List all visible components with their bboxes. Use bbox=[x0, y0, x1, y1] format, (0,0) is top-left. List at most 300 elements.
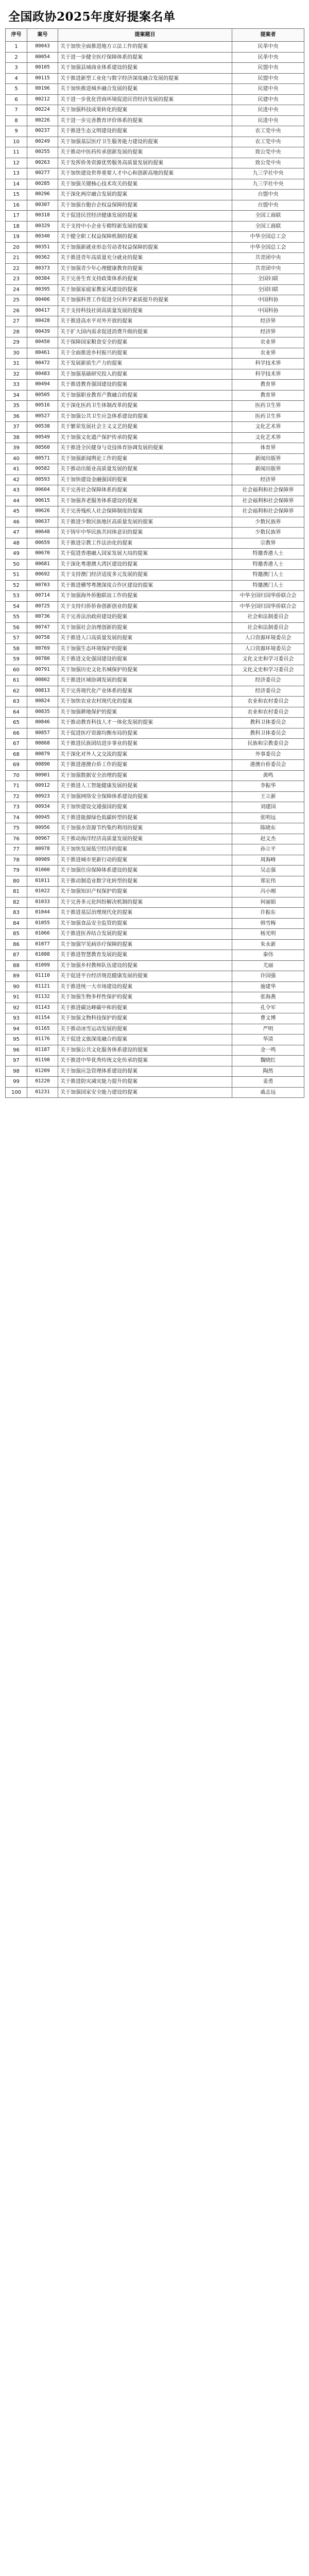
cell-title: 关于加强公共卫生应急体系建设的提案 bbox=[58, 411, 232, 422]
cell-no: 1 bbox=[6, 42, 27, 53]
cell-proposer: 许振东 bbox=[232, 908, 304, 919]
table-row bbox=[6, 422, 304, 433]
cell-proposer: 张明远 bbox=[232, 812, 304, 823]
cell-no: 79 bbox=[6, 866, 27, 876]
cell-case: 00725 bbox=[27, 601, 58, 612]
cell-case: 00115 bbox=[27, 73, 58, 84]
cell-title: 关于完善多元化纠纷解决机制的提案 bbox=[58, 897, 232, 908]
cell-case: 00945 bbox=[27, 812, 58, 823]
cell-case: 00879 bbox=[27, 749, 58, 760]
cell-case: 00538 bbox=[27, 422, 58, 433]
cell-no: 3 bbox=[6, 63, 27, 74]
cell-title: 关于推进城市更新行动的提案 bbox=[58, 855, 232, 866]
cell-no: 74 bbox=[6, 812, 27, 823]
cell-proposer: 特邀澳门人士 bbox=[232, 570, 304, 581]
cell-proposer: 人口资源环境委员会 bbox=[232, 643, 304, 654]
table-row bbox=[6, 718, 304, 728]
table-row bbox=[6, 105, 304, 116]
table-row bbox=[6, 1035, 304, 1045]
table-row bbox=[6, 791, 304, 802]
cell-title: 关于进一步完善教育评价体系的提案 bbox=[58, 115, 232, 126]
cell-case: 00296 bbox=[27, 190, 58, 200]
cell-no: 8 bbox=[6, 115, 27, 126]
cell-title: 关于推进文化强国建设的提案 bbox=[58, 654, 232, 665]
cell-case: 00212 bbox=[27, 94, 58, 105]
cell-proposer: 华清 bbox=[232, 1035, 304, 1045]
cell-case: 01154 bbox=[27, 1013, 58, 1024]
cell-case: 00934 bbox=[27, 802, 58, 813]
cell-no: 100 bbox=[6, 1087, 27, 1098]
cell-no: 82 bbox=[6, 897, 27, 908]
cell-case: 00956 bbox=[27, 823, 58, 834]
cell-title: 关于加强基础研究投入的提案 bbox=[58, 369, 232, 380]
table-row bbox=[6, 749, 304, 760]
cell-proposer: 经济界 bbox=[232, 316, 304, 327]
cell-proposer: 文化文史和学习委员会 bbox=[232, 665, 304, 675]
cell-title: 关于促进文旅深度融合的提案 bbox=[58, 1035, 232, 1045]
cell-title: 关于推进统一大市场建设的提案 bbox=[58, 981, 232, 992]
cell-title: 关于加强食品安全监管的提案 bbox=[58, 918, 232, 929]
table-row bbox=[6, 242, 304, 253]
cell-proposer: 特邀澳门人士 bbox=[232, 580, 304, 591]
cell-case: 01176 bbox=[27, 1035, 58, 1045]
cell-no: 72 bbox=[6, 791, 27, 802]
table-row bbox=[6, 179, 304, 190]
table-row bbox=[6, 453, 304, 464]
cell-no: 62 bbox=[6, 686, 27, 697]
cell-title: 关于繁荣发展社会主义文艺的提案 bbox=[58, 422, 232, 433]
cell-proposer: 全国工商联 bbox=[232, 221, 304, 232]
cell-case: 01220 bbox=[27, 1077, 58, 1088]
cell-title: 关于加强网络安全保障体系建设的提案 bbox=[58, 791, 232, 802]
cell-no: 23 bbox=[6, 274, 27, 285]
cell-case: 00780 bbox=[27, 654, 58, 665]
cell-title: 关于加强县域商业体系建设的提案 bbox=[58, 63, 232, 74]
cell-no: 77 bbox=[6, 844, 27, 855]
cell-case: 01198 bbox=[27, 1056, 58, 1066]
cell-no: 90 bbox=[6, 981, 27, 992]
cell-proposer: 社会福利和社会保障界 bbox=[232, 485, 304, 496]
cell-no: 85 bbox=[6, 929, 27, 940]
cell-case: 00516 bbox=[27, 401, 58, 412]
cell-proposer: 医药卫生界 bbox=[232, 411, 304, 422]
cell-case: 00692 bbox=[27, 570, 58, 581]
cell-title: 关于推进人工智能健康发展的提案 bbox=[58, 781, 232, 792]
cell-proposer: 民建中央 bbox=[232, 84, 304, 95]
cell-proposer: 农业界 bbox=[232, 337, 304, 348]
cell-title: 关于完善社会保障体系的提案 bbox=[58, 485, 232, 496]
cell-no: 19 bbox=[6, 232, 27, 243]
cell-proposer: 经济委员会 bbox=[232, 686, 304, 697]
cell-no: 73 bbox=[6, 802, 27, 813]
cell-proposer: 文化艺术界 bbox=[232, 432, 304, 443]
cell-no: 96 bbox=[6, 1045, 27, 1056]
cell-proposer: 特邀香港人士 bbox=[232, 549, 304, 560]
cell-title: 关于推进横琴粤澳深度合作区建设的提案 bbox=[58, 580, 232, 591]
cell-no: 75 bbox=[6, 823, 27, 834]
cell-title: 关于加强基层医疗卫生服务能力建设的提案 bbox=[58, 137, 232, 147]
cell-no: 56 bbox=[6, 622, 27, 633]
cell-no: 80 bbox=[6, 876, 27, 887]
cell-case: 01187 bbox=[27, 1045, 58, 1056]
cell-case: 00582 bbox=[27, 464, 58, 475]
cell-no: 57 bbox=[6, 633, 27, 644]
cell-proposer: 民革中央 bbox=[232, 42, 304, 53]
cell-case: 00868 bbox=[27, 739, 58, 750]
cell-proposer: 冯小刚 bbox=[232, 887, 304, 897]
cell-proposer: 全国妇联 bbox=[232, 284, 304, 295]
cell-no: 22 bbox=[6, 263, 27, 274]
cell-title: 关于推进新型工业化与数字经济深度融合发展的提案 bbox=[58, 73, 232, 84]
cell-title: 关于加强科技成果转化的提案 bbox=[58, 105, 232, 116]
table-row bbox=[6, 474, 304, 485]
table-row bbox=[6, 432, 304, 443]
cell-no: 95 bbox=[6, 1035, 27, 1045]
cell-case: 00307 bbox=[27, 200, 58, 211]
cell-no: 93 bbox=[6, 1013, 27, 1024]
cell-case: 00483 bbox=[27, 369, 58, 380]
cell-title: 关于推动冰雪运动发展的提案 bbox=[58, 1024, 232, 1035]
cell-proposer: 中国科协 bbox=[232, 295, 304, 306]
cell-proposer: 吴志强 bbox=[232, 866, 304, 876]
table-row bbox=[6, 633, 304, 644]
cell-proposer: 共青团中央 bbox=[232, 253, 304, 264]
cell-no: 98 bbox=[6, 1066, 27, 1077]
cell-case: 00747 bbox=[27, 622, 58, 633]
cell-case: 00329 bbox=[27, 221, 58, 232]
cell-proposer: 郑宏伟 bbox=[232, 876, 304, 887]
table-row bbox=[6, 517, 304, 528]
cell-no: 4 bbox=[6, 73, 27, 84]
cell-title: 关于铸牢中华民族共同体意识的提案 bbox=[58, 528, 232, 538]
cell-no: 65 bbox=[6, 718, 27, 728]
cell-no: 58 bbox=[6, 643, 27, 654]
cell-case: 00615 bbox=[27, 496, 58, 506]
cell-title: 关于加强历史文化名城保护的提案 bbox=[58, 665, 232, 675]
cell-title: 关于加强公共文化服务体系建设的提案 bbox=[58, 1045, 232, 1056]
table-row bbox=[6, 855, 304, 866]
table-row bbox=[6, 992, 304, 1003]
cell-proposer: 民进中央 bbox=[232, 105, 304, 116]
table-row bbox=[6, 559, 304, 570]
cell-title: 关于加强耕地保护的提案 bbox=[58, 707, 232, 718]
table-row bbox=[6, 802, 304, 813]
cell-title: 关于推进区域协调发展的提案 bbox=[58, 675, 232, 686]
cell-no: 55 bbox=[6, 612, 27, 623]
cell-title: 关于加强文化遗产保护传承的提案 bbox=[58, 432, 232, 443]
cell-case: 01088 bbox=[27, 950, 58, 961]
cell-case: 01143 bbox=[27, 1003, 58, 1013]
cell-proposer: 教育界 bbox=[232, 380, 304, 391]
cell-title: 关于加强水资源节约集约利用的提案 bbox=[58, 823, 232, 834]
cell-case: 00505 bbox=[27, 390, 58, 401]
cell-proposer: 魏晓红 bbox=[232, 1056, 304, 1066]
cell-title: 关于加强新闻舆论工作的提案 bbox=[58, 453, 232, 464]
cell-title: 关于深化粤港澳大湾区建设的提案 bbox=[58, 559, 232, 570]
cell-proposer: 少数民族界 bbox=[232, 517, 304, 528]
cell-case: 01033 bbox=[27, 897, 58, 908]
cell-proposer: 少数民族界 bbox=[232, 528, 304, 538]
cell-proposer: 教科卫体委员会 bbox=[232, 718, 304, 728]
cell-no: 46 bbox=[6, 517, 27, 528]
table-row bbox=[6, 295, 304, 306]
cell-no: 32 bbox=[6, 369, 27, 380]
cell-title: 关于推动教育科技人才一体化发展的提案 bbox=[58, 718, 232, 728]
table-row bbox=[6, 380, 304, 391]
cell-no: 53 bbox=[6, 591, 27, 602]
table-row bbox=[6, 1066, 304, 1077]
cell-no: 94 bbox=[6, 1024, 27, 1035]
cell-proposer: 外事委员会 bbox=[232, 749, 304, 760]
cell-proposer: 陈晓东 bbox=[232, 823, 304, 834]
table-row bbox=[6, 401, 304, 412]
cell-no: 91 bbox=[6, 992, 27, 1003]
cell-title: 关于完善法治政府建设的提案 bbox=[58, 612, 232, 623]
page-title: 全国政协2025年度好提案名单 bbox=[8, 10, 176, 24]
cell-case: 00527 bbox=[27, 411, 58, 422]
cell-title: 关于支持科技社团高质量发展的提案 bbox=[58, 306, 232, 316]
cell-title: 关于加强应急管理体系建设的提案 bbox=[58, 1066, 232, 1077]
table-row bbox=[6, 359, 304, 369]
cell-case: 00196 bbox=[27, 84, 58, 95]
cell-case: 00549 bbox=[27, 432, 58, 443]
cell-proposer: 陶然 bbox=[232, 1066, 304, 1077]
cell-title: 关于加强科普工作促进全民科学素质提升的提案 bbox=[58, 295, 232, 306]
cell-no: 27 bbox=[6, 316, 27, 327]
cell-proposer: 何丽娟 bbox=[232, 897, 304, 908]
cell-proposer: 朱永新 bbox=[232, 939, 304, 950]
cell-case: 00604 bbox=[27, 485, 58, 496]
cell-case: 00901 bbox=[27, 770, 58, 781]
cell-title: 关于加强家庭家教家风建设的提案 bbox=[58, 284, 232, 295]
cell-title: 关于推进碳达峰碳中和的提案 bbox=[58, 1003, 232, 1013]
table-row bbox=[6, 538, 304, 549]
cell-no: 84 bbox=[6, 918, 27, 929]
table-row bbox=[6, 464, 304, 475]
cell-proposer: 体育界 bbox=[232, 443, 304, 454]
cell-case: 00237 bbox=[27, 126, 58, 137]
cell-title: 关于推进青年高质量充分就业的提案 bbox=[58, 253, 232, 264]
cell-case: 01055 bbox=[27, 918, 58, 929]
cell-case: 01066 bbox=[27, 929, 58, 940]
table-row bbox=[6, 781, 304, 792]
cell-no: 6 bbox=[6, 94, 27, 105]
cell-proposer: 戚志远 bbox=[232, 1087, 304, 1098]
table-row bbox=[6, 1003, 304, 1013]
cell-case: 01110 bbox=[27, 971, 58, 982]
cell-no: 88 bbox=[6, 960, 27, 971]
cell-case: 00681 bbox=[27, 559, 58, 570]
cell-proposer: 中华全国总工会 bbox=[232, 232, 304, 243]
cell-title: 关于加强生态环境保护的提案 bbox=[58, 643, 232, 654]
cell-no: 37 bbox=[6, 422, 27, 433]
cell-no: 51 bbox=[6, 570, 27, 581]
cell-no: 42 bbox=[6, 474, 27, 485]
table-row bbox=[6, 960, 304, 971]
cell-no: 78 bbox=[6, 855, 27, 866]
cell-proposer: 经济界 bbox=[232, 327, 304, 337]
cell-proposer: 赵文杰 bbox=[232, 834, 304, 844]
cell-title: 关于推进少数民族地区高质量发展的提案 bbox=[58, 517, 232, 528]
cell-title: 关于推进防灾减灾能力提升的提案 bbox=[58, 1077, 232, 1088]
cell-title: 关于加强台胞台企权益保障的提案 bbox=[58, 200, 232, 211]
cell-title: 关于推进中华优秀传统文化传承的提案 bbox=[58, 1056, 232, 1066]
cell-title: 关于加强住房保障体系建设的提案 bbox=[58, 866, 232, 876]
cell-title: 关于推进能源绿色低碳转型的提案 bbox=[58, 812, 232, 823]
cell-case: 00857 bbox=[27, 728, 58, 739]
cell-proposer: 社会福利和社会保障界 bbox=[232, 506, 304, 517]
cell-case: 01022 bbox=[27, 887, 58, 897]
table-row bbox=[6, 42, 304, 53]
cell-proposer: 中华全国归国华侨联合会 bbox=[232, 601, 304, 612]
cell-proposer: 张海燕 bbox=[232, 992, 304, 1003]
cell-case: 00472 bbox=[27, 359, 58, 369]
cell-title: 关于加强国家安全能力建设的提案 bbox=[58, 1087, 232, 1098]
cell-title: 关于推进民族团结进步事业的提案 bbox=[58, 739, 232, 750]
cell-case: 00263 bbox=[27, 158, 58, 168]
cell-proposer: 农工党中央 bbox=[232, 137, 304, 147]
cell-no: 14 bbox=[6, 179, 27, 190]
cell-case: 00989 bbox=[27, 855, 58, 866]
cell-case: 00912 bbox=[27, 781, 58, 792]
table-row bbox=[6, 115, 304, 126]
cell-title: 关于发挥侨务资源优势服务高质量发展的提案 bbox=[58, 158, 232, 168]
cell-proposer: 中华全国总工会 bbox=[232, 242, 304, 253]
cell-no: 60 bbox=[6, 665, 27, 675]
table-row bbox=[6, 844, 304, 855]
cell-case: 00461 bbox=[27, 348, 58, 359]
table-row bbox=[6, 1077, 304, 1088]
cell-title: 关于促进医疗资源均衡布局的提案 bbox=[58, 728, 232, 739]
cell-proposer: 社会福利和社会保障界 bbox=[232, 496, 304, 506]
cell-proposer: 孙立平 bbox=[232, 844, 304, 855]
cell-no: 86 bbox=[6, 939, 27, 950]
cell-case: 00714 bbox=[27, 591, 58, 602]
cell-case: 00054 bbox=[27, 52, 58, 63]
cell-case: 00637 bbox=[27, 517, 58, 528]
cell-case: 01099 bbox=[27, 960, 58, 971]
cell-proposer: 新闻出版界 bbox=[232, 453, 304, 464]
cell-proposer: 致公党中央 bbox=[232, 147, 304, 158]
cell-title: 关于推动中医药传承创新发展的提案 bbox=[58, 147, 232, 158]
cell-case: 00571 bbox=[27, 453, 58, 464]
table-row bbox=[6, 211, 304, 222]
cell-title: 关于推进高水平对外开放的提案 bbox=[58, 316, 232, 327]
cell-no: 59 bbox=[6, 654, 27, 665]
cell-title: 关于促进平台经济规范健康发展的提案 bbox=[58, 971, 232, 982]
cell-title: 关于推进基层治理现代化的提案 bbox=[58, 908, 232, 919]
cell-proposer: 李振华 bbox=[232, 781, 304, 792]
cell-proposer: 姜勇 bbox=[232, 1077, 304, 1088]
table-row bbox=[6, 612, 304, 623]
cell-case: 00758 bbox=[27, 633, 58, 644]
cell-case: 00769 bbox=[27, 643, 58, 654]
table-row bbox=[6, 528, 304, 538]
cell-title: 关于支持澳门经济适度多元发展的提案 bbox=[58, 570, 232, 581]
cell-no: 76 bbox=[6, 834, 27, 844]
cell-case: 01011 bbox=[27, 876, 58, 887]
proposal-table bbox=[5, 28, 304, 1098]
table-row bbox=[6, 496, 304, 506]
cell-case: 00923 bbox=[27, 791, 58, 802]
cell-title: 关于促进香港融入国家发展大局的提案 bbox=[58, 549, 232, 560]
table-row bbox=[6, 84, 304, 95]
table-row bbox=[6, 221, 304, 232]
table-row bbox=[6, 284, 304, 295]
cell-no: 68 bbox=[6, 749, 27, 760]
cell-proposer: 农业界 bbox=[232, 348, 304, 359]
cell-case: 01044 bbox=[27, 908, 58, 919]
table-row bbox=[6, 665, 304, 675]
cell-proposer: 金一鸣 bbox=[232, 1045, 304, 1056]
table-row bbox=[6, 63, 304, 74]
cell-no: 81 bbox=[6, 887, 27, 897]
cell-case: 01077 bbox=[27, 939, 58, 950]
cell-no: 21 bbox=[6, 253, 27, 264]
table-row bbox=[6, 443, 304, 454]
cell-no: 28 bbox=[6, 327, 27, 337]
cell-case: 00384 bbox=[27, 274, 58, 285]
cell-proposer: 韩雪梅 bbox=[232, 918, 304, 929]
cell-proposer: 尤丽 bbox=[232, 960, 304, 971]
cell-title: 关于加强职业教育产教融合的提案 bbox=[58, 390, 232, 401]
cell-proposer: 科学技术界 bbox=[232, 369, 304, 380]
table-row bbox=[6, 73, 304, 84]
cell-case: 00824 bbox=[27, 697, 58, 707]
cell-proposer: 社会和法制委员会 bbox=[232, 612, 304, 623]
table-header bbox=[6, 29, 304, 42]
cell-title: 关于推进教育强国建设的提案 bbox=[58, 380, 232, 391]
cell-no: 66 bbox=[6, 728, 27, 739]
table-row bbox=[6, 1013, 304, 1024]
cell-title: 关于加强文物科技保护的提案 bbox=[58, 1013, 232, 1024]
cell-no: 50 bbox=[6, 559, 27, 570]
cell-proposer: 中国科协 bbox=[232, 306, 304, 316]
cell-proposer: 曹文博 bbox=[232, 1013, 304, 1024]
cell-no: 49 bbox=[6, 549, 27, 560]
cell-title: 关于支持归侨侨眷创新创业的提案 bbox=[58, 601, 232, 612]
cell-no: 34 bbox=[6, 390, 27, 401]
cell-case: 00340 bbox=[27, 232, 58, 243]
cell-case: 00626 bbox=[27, 506, 58, 517]
table-row bbox=[6, 52, 304, 63]
table-row bbox=[6, 580, 304, 591]
table-row bbox=[6, 876, 304, 887]
cell-case: 00105 bbox=[27, 63, 58, 74]
cell-no: 35 bbox=[6, 401, 27, 412]
cell-proposer: 民革中央 bbox=[232, 52, 304, 63]
table-row bbox=[6, 622, 304, 633]
cell-no: 25 bbox=[6, 295, 27, 306]
cell-no: 44 bbox=[6, 496, 27, 506]
cell-case: 00417 bbox=[27, 306, 58, 316]
cell-title: 关于加快农业农村现代化的提案 bbox=[58, 697, 232, 707]
cell-no: 5 bbox=[6, 84, 27, 95]
cell-title: 关于加强海外侨胞联谊工作的提案 bbox=[58, 591, 232, 602]
cell-proposer: 台盟中央 bbox=[232, 200, 304, 211]
cell-no: 16 bbox=[6, 200, 27, 211]
cell-no: 61 bbox=[6, 675, 27, 686]
cell-proposer: 中华全国归国华侨联合会 bbox=[232, 591, 304, 602]
table-row bbox=[6, 643, 304, 654]
header-row bbox=[6, 29, 304, 42]
cell-proposer: 文化艺术界 bbox=[232, 422, 304, 433]
cell-proposer: 严明 bbox=[232, 1024, 304, 1035]
table-row bbox=[6, 739, 304, 750]
cell-title: 关于推动出版业高质量发展的提案 bbox=[58, 464, 232, 475]
cell-title: 关于推进智慧教育发展的提案 bbox=[58, 950, 232, 961]
table-row bbox=[6, 897, 304, 908]
